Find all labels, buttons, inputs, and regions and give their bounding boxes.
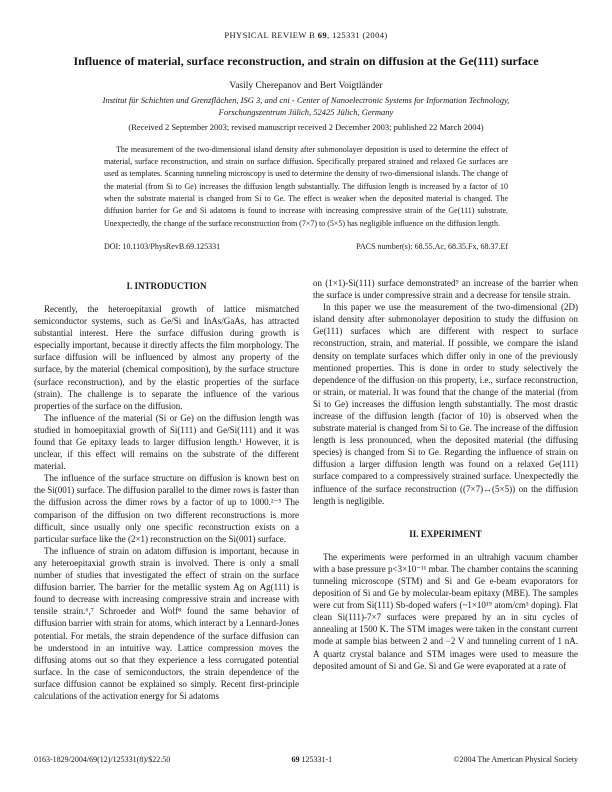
footer-page-id: 125331-1 (299, 755, 333, 764)
abstract-text: The measurement of the two-dimensional island density after submonolayer deposition is used to determine the effect of material, surface reconstruction, and strain on surface diffusion. Specifically prepared strained and relaxed Ge surfaces are used as templates. Scanning tunneling microscopy is used to determine the density of two-dimensional islands. The change of the material (from Si to Ge) increases the diffusion length substantially. The diffusion length is increased by a factor of 10 when the substrate material is changed from Si to Ge. The effect is weaker when the deposited material is changed. The diffusion barrier for Ge and Si adatoms is found to increase with increasing compressive strain of the Ge(111) substrate. Unexpectedly, the change of the surface reconstruction from (7×7) to (5×5) has negligible influence on the diffusion length. (104, 144, 508, 228)
intro-paragraph-2: The influence of the material (Si or Ge) on the diffusion length was studied in homoepitaxial growth of Si(111) and Ge/Si(111) and it was found that Ge epitaxy leads to larger diffusion length.¹ However, it is unclear, if this effect will remains on the substrate of the different material. (34, 412, 299, 472)
page-number (291, 755, 332, 764)
journal-header (34, 30, 578, 40)
pacs-numbers: PACS number(s): 68.55.Ac, 68.35.Fx, 68.37.Ef (356, 241, 508, 251)
journal-issue-info: , 125331 (2004) (327, 30, 388, 40)
abstract (104, 144, 508, 230)
affiliation-line-1: Institut für Schichten und Grenzflächen, ISG 3, and cni - Center of Nanoelectronic Systems for Information Technology, (102, 95, 510, 105)
intro-paragraph-4-continued: on (1×1)-Si(111) surface demonstrated⁹ an increase of the barrier when the surface is under compressive strain and a decrease for tensile strain. (313, 277, 578, 301)
footer-volume: 69 (291, 755, 300, 764)
left-column (34, 277, 299, 702)
issn-copyright-code: 0163-1829/2004/69(12)/125331(8)/$22.50 (34, 755, 171, 764)
section-heading-introduction: I. INTRODUCTION (126, 280, 207, 291)
two-column-body (34, 277, 578, 702)
page-title: Influence of material, surface reconstruction, and strain on diffusion at the Ge(111) surface (73, 54, 539, 68)
affiliation-line-2: Forschungszentrum Jülich, 52425 Jülich, Germany (218, 106, 394, 117)
author-names: Vasily Cherepanov and Bert Voigtländer (229, 81, 383, 91)
intro-paragraph-4: The influence of strain on adatom diffusion is important, because in any heteroepitaxial growth strain is involved. There is only a small number of studies that investigated the effect of strain on the surface diffusion barrier. The barrier for the metallic system Ag on Ag(111) is found to decrease with increasing compressive strain and increase with tensile strain.⁶,⁷ Schroeder and Wolf⁸ found the same behavior of diffusion barrier with strain for atoms, which interact by a Lennard-Jones potential. For metals, the strain dependence of the surface diffusion can be understood in an intuitive way. Lattice compression moves the diffusing atoms out so that they experience a less corrugated potential surface. In the case of semiconductors, the strain dependence of the surface diffusion cannot be explained so simply. Recent first-principle calculations of the activation energy for Si adatoms (34, 545, 299, 701)
affiliation (34, 95, 578, 119)
right-column (313, 277, 578, 702)
received-dates: (Received 2 September 2003; revised manuscript received 2 December 2003; published 22 March 2004) (128, 121, 484, 132)
page-footer (34, 755, 578, 764)
doi-pacs-row (104, 242, 508, 251)
experiment-paragraph-1: The experiments were performed in an ultrahigh vacuum chamber with a base pressure p<3×10⁻¹¹ mbar. The chamber contains the scanning tunneling microscope (STM) and Si and Ge e-beam evaporators for deposition of Si and Ge by molecular-beam epitaxy (MBE). The samples were cut from Si(111) Sb-doped wafers (~1×10¹⁹ atom/cm³ doping). Flat clean Si(111)-7×7 surfaces were prepared by an in situ cycles of annealing at 1500 K. The STM images were taken in the constant current mode at sample bias between 2 and −2 V and tunneling current of 1 nA. A quartz crystal balance and STM images were used to measure the deposited amount of Si and Ge. Si and Ge were evaporated at a rate of (313, 551, 578, 671)
intro-paragraph-3: The influence of the surface structure on diffusion is known best on the Si(001) surface. The diffusion parallel to the dimer rows is faster than the diffusion across the dimer rows by a factor of up to 1000.²⁻⁵ The comparison of the diffusion on two different reconstructions is more difficult, since usually only one specific reconstruction exists on a particular surface like the (2×1) reconstruction on the Si(001) surface. (34, 473, 299, 544)
section-heading-experiment: II. EXPERIMENT (409, 528, 482, 539)
copyright-notice: ©2004 The American Physical Society (453, 755, 578, 764)
journal-name: PHYSICAL REVIEW B (224, 30, 318, 40)
intro-paragraph-1: Recently, the heteroepitaxial growth of lattice mismatched semiconductor systems, such as Ge/Si and InAs/GaAs, has attracted substantial interest. Here the surface diffusion during growth is especially important, because it directly affects the film morphology. The surface diffusion will be influenced by almost any property of the surface, by the material (chemical composition), by the surface structure (surface reconstruction), and by the elastic properties of the surface (strain). The challenge is to separate the influence of the various properties of the surface on the diffusion. (34, 303, 299, 411)
journal-volume: 69 (317, 30, 328, 40)
intro-paragraph-5: In this paper we use the measurement of the two-dimensional (2D) island density after submonolayer deposition to study the diffusion on Ge(111) surfaces which are different with respect to surface reconstruction, strain, and material. If possible, we compare the island density on template surfaces which differ only in one of the previously mentioned properties. This is done in order to study selectively the dependence of the diffusion on this property, i.e., surface reconstruction, or strain, or material. It was found that the change of the material (from Si to Ge) increases the diffusion length substantially. The most drastic increase of the diffusion length (factor of 10) is observed when the substrate material is changed from Si to Ge. The increase of the diffusion length is less pronounced, when the deposited material (the diffusing species) is changed from Si to Ge. Regarding the influence of strain on diffusion a larger diffusion length was found on a relaxed Ge(111) surface compared to a compressively strained surface. Unexpectedly the influence of the surface reconstruction ((7×7)↔(5×5)) on the diffusion length is negligible. (313, 302, 578, 506)
doi-text: DOI: 10.1103/PhysRevB.69.125331 (104, 241, 221, 251)
